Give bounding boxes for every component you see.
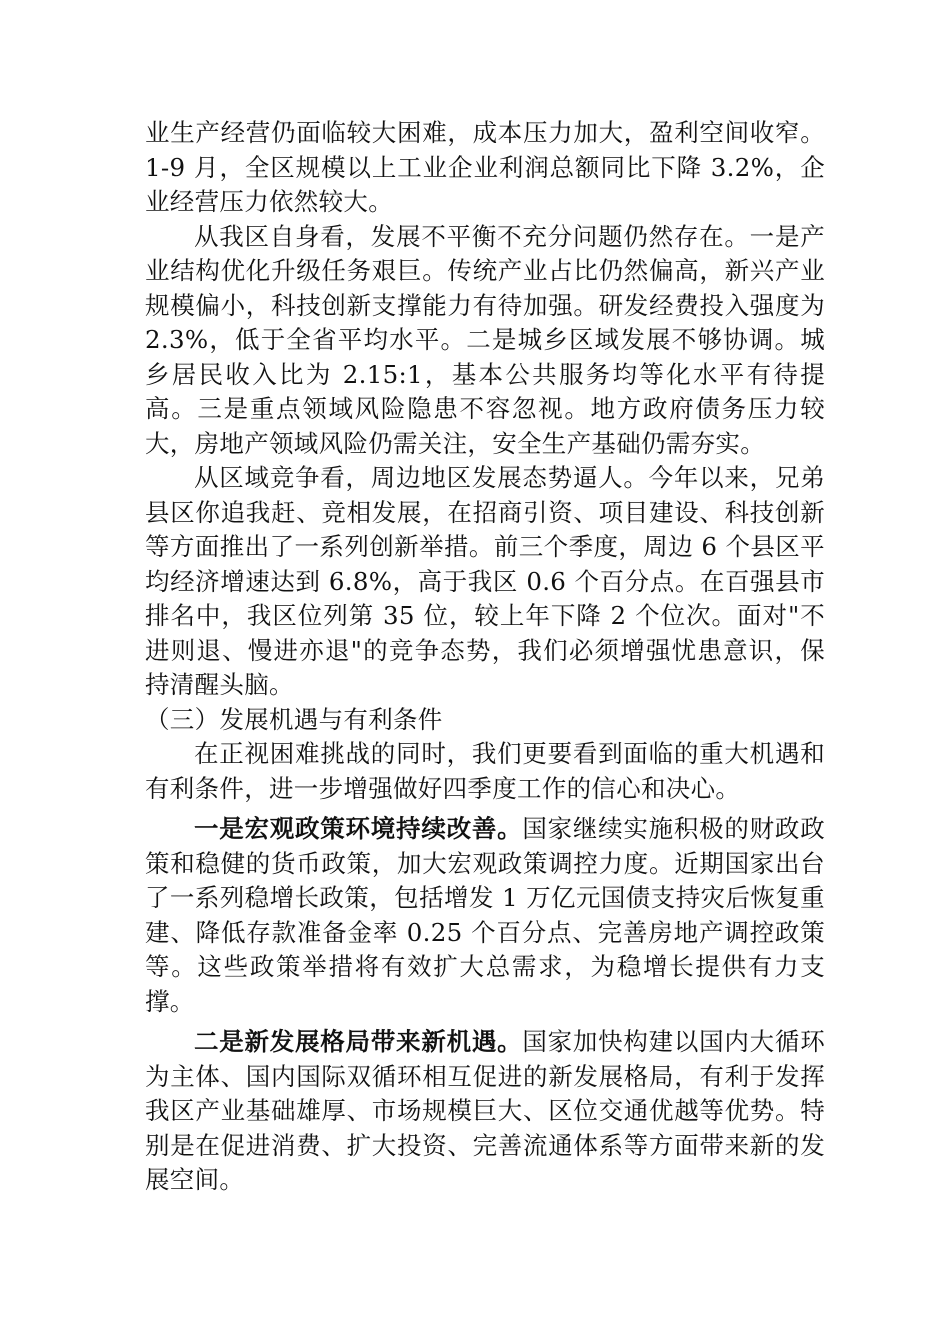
paragraph-body-text: 国家加快构建以国内大循环为主体、国内国际双循环相互促进的新发展格局，有利于发挥我区产业基础雄厚、市场规模巨大、区位交通优越等优势。特别是在促进消费、扩大投资、完善流通体系等方面带来新的发展空间。 <box>145 1027 825 1194</box>
paragraph-new-development-pattern <box>145 1025 825 1198</box>
paragraph-continuation: 业生产经营仍面临较大困难，成本压力加大，盈利空间收窄。1-9 月，全区规模以上工业企业利润总额同比下降 3.2%，企业经营压力依然较大。 <box>145 118 825 216</box>
paragraph-self-assessment: 从我区自身看，发展不平衡不充分问题仍然存在。一是产业结构优化升级任务艰巨。传统产业占比仍然偏高，新兴产业规模偏小，科技创新支撑能力有待加强。研发经费投入强度为 2.3%，低于全省平均水平。二是城乡区域发展不够协调。城乡居民收入比为 2.15:1，基本公共服务均等化水平有待提高。三是重点领域风险隐患不容忽视。地方政府债务压力较大，房地产领域风险仍需关注，安全生产基础仍需夯实。 <box>145 221 825 458</box>
paragraph-body-text: 国家继续实施积极的财政政策和稳健的货币政策，加大宏观政策调控力度。近期国家出台了一系列稳增长政策，包括增发 1 万亿元国债支持灾后恢复重建、降低存款准备金率 0.25 个百分点、完善房地产调控政策等。这些政策举措将有效扩大总需求，为稳增长提供有力支撑。 <box>145 814 825 1016</box>
paragraph-opportunities-intro: 在正视困难挑战的同时，我们更要看到面临的重大机遇和有利条件，进一步增强做好四季度工作的信心和决心。 <box>145 739 825 803</box>
paragraph-lead-bold: 一是宏观政策环境持续改善。 <box>194 814 523 843</box>
paragraph-lead-bold: 二是新发展格局带来新机遇。 <box>194 1027 523 1056</box>
document-body <box>145 116 825 1198</box>
section-heading: （三）发展机遇与有利条件 <box>145 704 443 734</box>
paragraph-regional-competition: 从区域竞争看，周边地区发展态势逼人。今年以来，兄弟县区你追我赶、竞相发展，在招商引资、项目建设、科技创新等方面推出了一系列创新举措。前三个季度，周边 6 个县区平均经济增速达到 6.8%，高于我区 0.6 个百分点。在百强县市排名中，我区位列第 35 位，较上年下降 2 个位次。面对"不进则退、慢进亦退"的竞争态势，我们必须增强忧患意识，保持清醒头脑。 <box>145 463 825 699</box>
paragraph-macro-policy <box>145 812 825 1019</box>
